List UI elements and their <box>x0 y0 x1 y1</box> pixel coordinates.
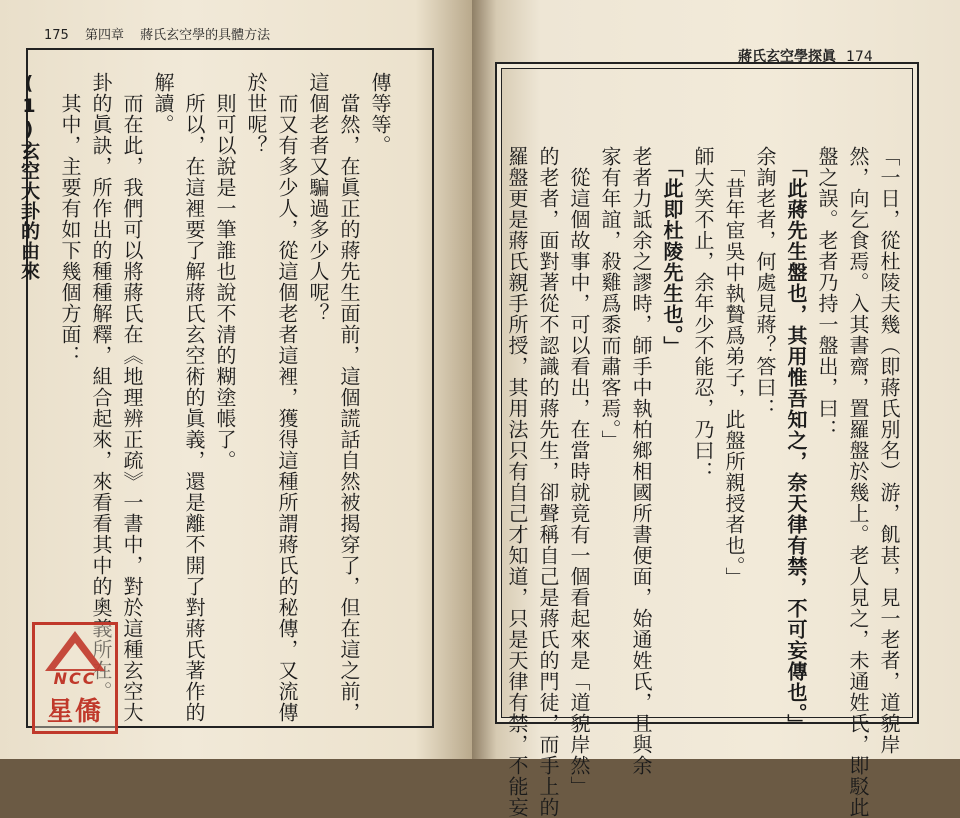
text-column: 當然，在眞正的蔣先生面前，這個謊話自然被揭穿了，但在這之前， <box>337 72 361 723</box>
left-page-header <box>44 24 282 43</box>
left-page-body <box>13 72 395 723</box>
text-column: 所以，在這裡要了解蔣氏玄空術的眞義，還是離不開了對蔣氏著作的 <box>182 72 206 723</box>
stamp-chinese-text: 星僑 <box>46 697 103 727</box>
text-column: 家有年誼，殺雞爲黍而肅客焉。」 <box>598 146 622 451</box>
left-running-title: 蔣氏玄空學的具體方法 <box>140 28 271 43</box>
right-running-title: 蔣氏玄空學探眞 <box>738 49 836 65</box>
right-page-number: 174 <box>846 49 873 65</box>
text-column: 「昔年宦吳中執贄爲弟子，此盤所親授者也。」 <box>722 146 746 588</box>
left-page-number: 175 <box>44 28 69 43</box>
watermark-stamp <box>32 622 118 734</box>
stamp-triangle-inner <box>55 643 95 669</box>
right-page-body <box>501 146 904 818</box>
text-column: 師大笑不止，余年少不能忍，乃曰： <box>691 146 715 482</box>
text-column: 傳等等。 <box>368 72 392 156</box>
text-column: 而又有多少人，從這個老者這裡，獲得這種所謂蔣氏的秘傳，又流傳 <box>275 72 299 723</box>
text-column: 卦的眞訣，所作出的種種解釋，組合起來，來看看其中的奧義所在。 <box>89 72 113 702</box>
column-gap <box>44 72 54 712</box>
text-column: 的老者，面對著從不認識的蔣先生，卻聲稱自己是蔣氏的門徒，而手上的 <box>536 146 560 818</box>
text-column: 「一日，從杜陵夫幾（即蔣氏別名）游，飢甚，見一老者，道貌岸 <box>877 146 901 755</box>
section-heading: (1)玄空大卦的由來 <box>18 72 40 281</box>
text-column: 則可以說是一筆誰也說不清的糊塗帳了。 <box>213 72 237 471</box>
text-column: 於世呢？ <box>244 72 268 156</box>
text-column: 然，向乞食焉。入其書齋，置羅盤於幾上。老人見之，未通姓氏，即駁此 <box>846 146 870 818</box>
text-column: 余詢老者，何處見蔣？答曰： <box>753 146 777 419</box>
text-column: 而在此，我們可以將蔣氏在《地理辨正疏》一書中，對於這種玄空大 <box>120 72 144 723</box>
text-column: 其中，主要有如下幾個方面： <box>58 72 82 366</box>
text-column: 老者力詆余之謬時，師手中執柏鄉相國所書便面，始通姓氏，且與余 <box>629 146 653 776</box>
text-column: 盤之誤。老者乃持一盤出，曰： <box>815 146 839 440</box>
stamp-latin-text: NCC <box>53 669 97 688</box>
text-column: 解讀。 <box>151 72 175 135</box>
text-column: 這個老者又騙過多少人呢？ <box>306 72 330 324</box>
chapter-label: 第四章 <box>84 28 124 43</box>
quote-column: 「此蔣先生盤也，其用惟吾知之，奈天律有禁，不可妄傳也。」 <box>784 146 808 735</box>
text-column: 從這個故事中，可以看出，在當時就竟有一個看起來是「道貌岸然」 <box>567 146 591 797</box>
text-column: 羅盤更是蔣氏親手所授，其用法只有自己才知道，只是天律有禁，不能妄 <box>505 146 529 818</box>
quote-column: 「此即杜陵先生也。」 <box>660 146 684 357</box>
